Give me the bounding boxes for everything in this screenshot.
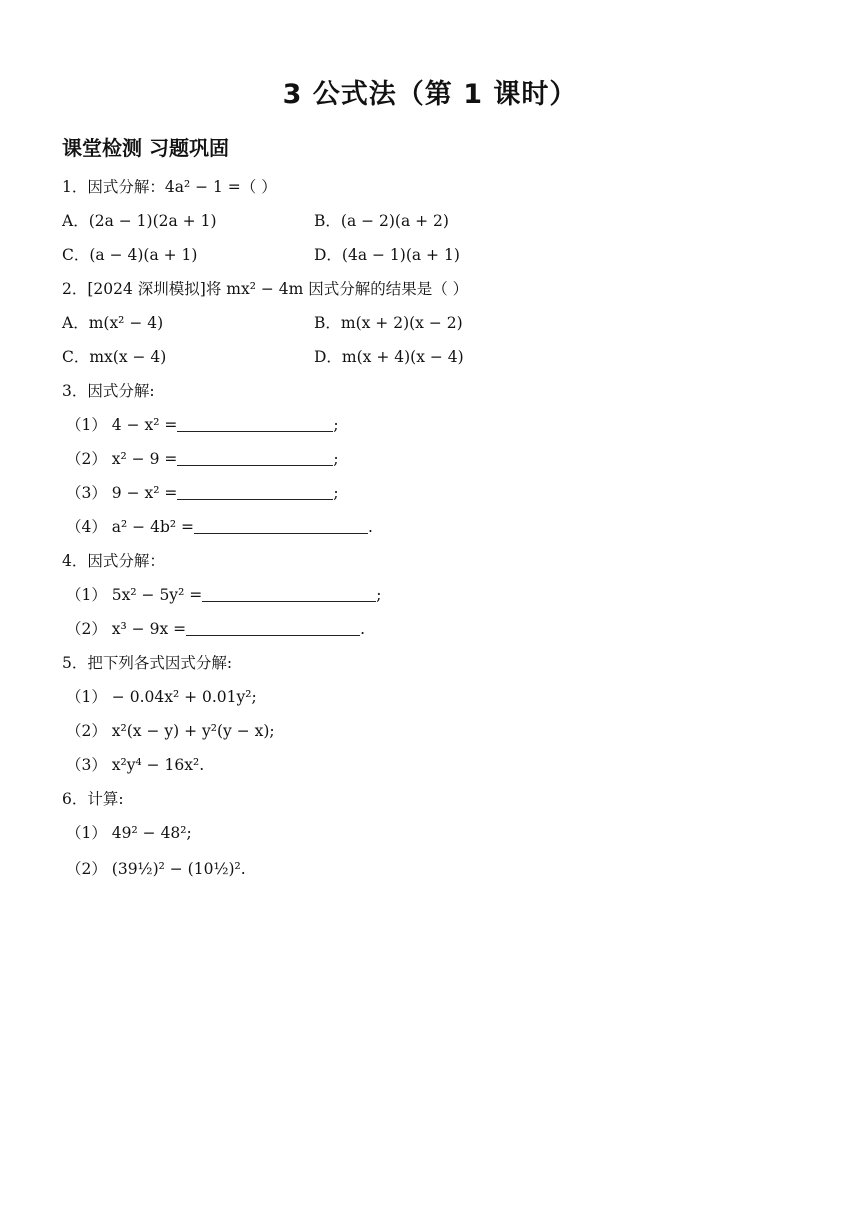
q3-item-2 [66, 446, 339, 472]
q2-option-d: D．m(x + 4)(x − 4) [314, 348, 464, 366]
q6-item-1: （1） 49² − 48²; [66, 824, 192, 842]
q3-item-1-end: ; [333, 416, 339, 434]
q6-stem: 6．计算: [62, 790, 124, 808]
q3-item-4-text: （4） a² − 4b² = [66, 518, 194, 536]
q2-options-row2 [62, 344, 464, 370]
answer-blank[interactable] [186, 619, 360, 636]
q4-item-2 [66, 616, 365, 642]
q3-item-1 [66, 412, 339, 438]
q1-option-b: B．(a − 2)(a + 2) [314, 212, 449, 230]
q6-item-2: （2） (39½)² − (10½)². [66, 860, 246, 878]
answer-blank[interactable] [177, 449, 333, 466]
q2-option-c: C．mx(x − 4) [62, 348, 167, 366]
q3-item-2-text: （2） x² − 9 = [66, 450, 178, 468]
q5-item-2: （2） x²(x − y) + y²(y − x); [66, 722, 275, 740]
page-title: 3 公式法（第 1 课时） [282, 79, 578, 110]
section-heading: 课堂检测 习题巩固 [62, 136, 229, 160]
q3-item-3-end: ; [333, 484, 339, 502]
q5-stem: 5．把下列各式因式分解: [62, 654, 233, 672]
answer-blank[interactable] [194, 517, 368, 534]
q5-item-1: （1） − 0.04x² + 0.01y²; [66, 688, 257, 706]
q3-item-2-end: ; [333, 450, 339, 468]
q1-options-row2 [62, 242, 460, 268]
q3-stem: 3．因式分解: [62, 382, 155, 400]
q3-item-4-end: . [368, 518, 373, 536]
q2-option-a: A．m(x² − 4) [62, 314, 164, 332]
q1-option-c: C．(a − 4)(a + 1) [62, 246, 198, 264]
q2-options-row1 [62, 310, 463, 336]
q4-item-1 [66, 582, 381, 608]
q1-option-a: A．(2a − 1)(2a + 1) [62, 212, 217, 230]
q5-item-3: （3） x²y⁴ − 16x². [66, 756, 205, 774]
q2-option-b: B．m(x + 2)(x − 2) [314, 314, 463, 332]
q4-item-2-text: （2） x³ − 9x = [66, 620, 187, 638]
q3-item-1-text: （1） 4 − x² = [66, 416, 178, 434]
answer-blank[interactable] [177, 415, 333, 432]
q2-stem: 2．[2024 深圳模拟]将 mx² − 4m 因式分解的结果是（ ） [62, 280, 469, 298]
q1-stem: 1．因式分解：4a² − 1 =（ ） [62, 178, 277, 196]
q4-item-2-end: . [360, 620, 366, 638]
q3-item-3-text: （3） 9 − x² = [66, 484, 178, 502]
q4-item-1-end: ; [376, 586, 382, 604]
q1-options-row1 [62, 208, 449, 234]
q3-item-4 [66, 514, 373, 540]
q1-option-d: D．(4a − 1)(a + 1) [314, 246, 460, 264]
q4-item-1-text: （1） 5x² − 5y² = [66, 586, 203, 604]
q4-stem: 4．因式分解： [62, 552, 165, 570]
q3-item-3 [66, 480, 339, 506]
answer-blank[interactable] [202, 585, 376, 602]
answer-blank[interactable] [177, 483, 333, 500]
